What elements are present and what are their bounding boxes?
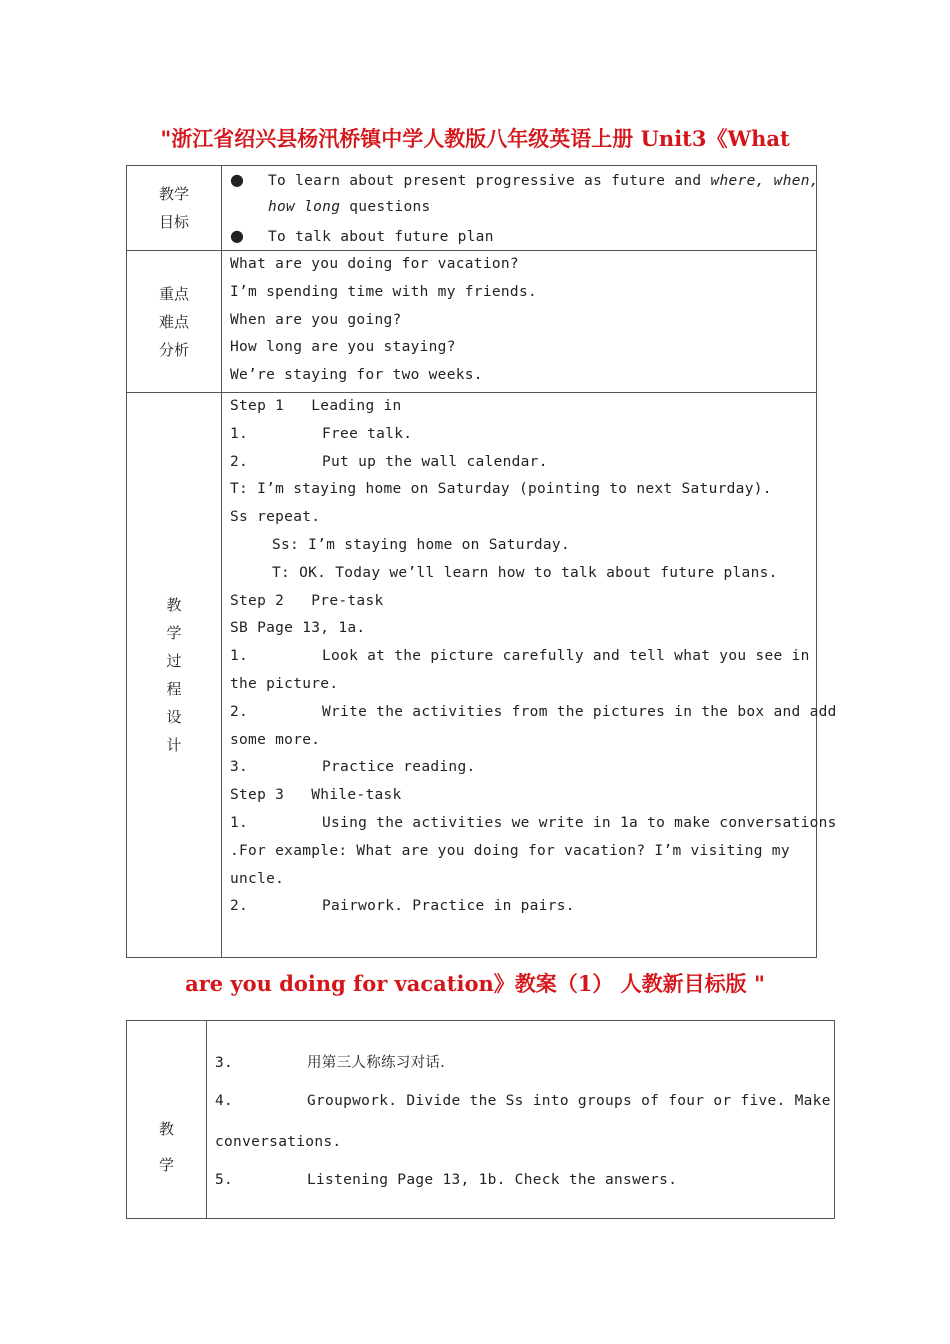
bullet-icon: ● [230,170,245,189]
objectives-label-line-1: 教学 [158,185,189,203]
objective-text-1c: how long [268,198,341,215]
objective-text-1b: where, when, [710,173,819,189]
step-item-cont: .For example: What are you doing for vacation? I’m visiting my [230,842,790,859]
key-points-content [222,251,817,393]
process-content [222,393,837,958]
objective-item-2 [230,222,808,250]
lesson-plan-table [126,165,837,958]
objective-text-1a: To learn about present progressive as future and [268,173,711,189]
objective-text-1d: questions [340,198,431,215]
process-row-continued [127,1021,835,1219]
dialogue-line: T: I’m staying home on Saturday (pointing to next Saturday). [230,481,772,498]
dialogue-line: Ss: I’m staying home on Saturday. [272,536,570,553]
process-row [127,393,817,958]
step-item-cont: the picture. [230,675,339,692]
objectives-label [127,166,222,251]
step-item-cont: conversations. [215,1134,342,1150]
step-item: 1. Free talk. [230,425,413,442]
process-label-char: 学 [158,1156,174,1174]
key-points-label-line-3: 分析 [158,340,189,359]
step-item: 1. Look at the picture carefully and tell what you see in [230,648,810,665]
key-points-label [127,251,222,393]
step-item: 3. Practice reading. [230,759,476,776]
key-points-label-line-1: 重点 [158,284,189,303]
bullet-icon: ● [230,225,245,245]
process-label-char: 学 [166,624,182,642]
objectives-label-line-2: 目标 [158,213,189,231]
objectives-row [127,166,817,251]
process-label [127,393,222,958]
step-item-cont: uncle. [230,870,285,887]
objectives-content [222,166,817,251]
process-label-char: 计 [166,736,182,754]
page-reference: SB Page 13, 1a. [230,620,366,637]
step-heading: Step 2 Pre-task [230,592,384,609]
key-point-line: We’re staying for two weeks. [230,367,483,384]
process-label-continued [127,1021,207,1219]
key-point-line: I’m spending time with my friends. [230,283,538,300]
step-item: 3. 用第三人称练习对话. [215,1055,446,1071]
document-title-part-1: "浙江省绍兴县杨汛桥镇中学人教版八年级英语上册 Unit3《What [160,126,790,151]
step-item: 5. Listening Page 13, 1b. Check the answers. [215,1172,678,1188]
step-item: 4. Groupwork. Divide the Ss into groups of four or five. Make [215,1093,831,1109]
process-label-char: 教 [166,596,182,614]
key-points-label-line-2: 难点 [158,312,189,331]
step-item: 2. Pairwork. Practice in pairs. [230,898,575,915]
objective-item-1 [230,166,819,194]
process-label-char: 教 [158,1120,174,1138]
key-points-row [127,251,817,393]
lesson-plan-table-continued [126,1020,835,1219]
document-title-part-2: are you doing for vacation》教案（1） 人教新目标版 " [185,971,765,996]
step-heading: Step 1 Leading in [230,398,402,414]
process-label-char: 设 [166,708,182,726]
key-point-line: When are you going? [230,311,402,328]
process-content-continued [207,1021,835,1219]
step-item: 1. Using the activities we write in 1a to make conversations [230,814,837,831]
objective-item-1-cont [230,194,808,222]
step-heading: Step 3 While-task [230,787,402,804]
process-label-char: 程 [166,680,182,698]
process-label-char: 过 [166,652,182,670]
dialogue-line: Ss repeat. [230,509,321,526]
key-point-line: What are you doing for vacation? [230,256,519,272]
step-item: 2. Put up the wall calendar. [230,453,548,470]
objective-text-2: To talk about future plan [268,228,494,245]
step-item-cont: some more. [230,731,321,748]
dialogue-line: T: OK. Today we’ll learn how to talk about future plans. [272,564,778,581]
step-item: 2. Write the activities from the pictures in the box and add [230,703,837,720]
key-point-line: How long are you staying? [230,339,456,356]
